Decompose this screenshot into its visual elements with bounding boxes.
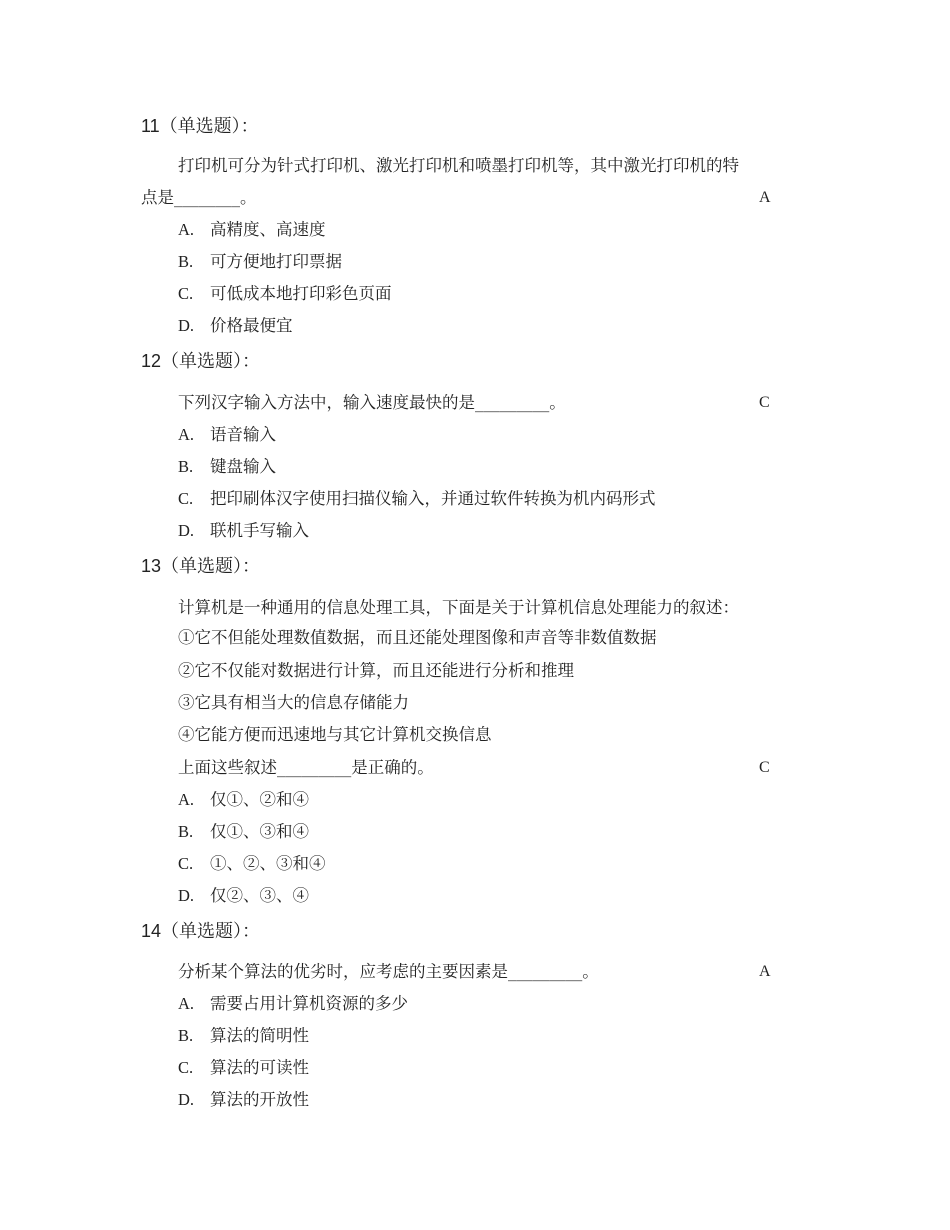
option-letter: C. <box>178 284 194 303</box>
option-text: 仅①、②和④ <box>210 790 309 809</box>
question-14-stem: 分析某个算法的优劣时，应考虑的主要因素是_________。 <box>178 962 599 981</box>
question-12-heading: 12（单选题）： <box>141 351 261 371</box>
option-text: ①、②、③和④ <box>210 854 326 873</box>
question-13-option-a <box>178 789 309 811</box>
question-13-option-d <box>178 885 309 907</box>
question-12-option-b <box>178 456 276 478</box>
option-text: 算法的简明性 <box>210 1026 309 1045</box>
option-text: 高精度、高速度 <box>210 220 326 239</box>
option-text: 语音输入 <box>210 425 276 444</box>
question-11-answer: A <box>759 189 771 206</box>
option-text: 算法的开放性 <box>210 1090 309 1109</box>
option-letter: A. <box>178 994 195 1013</box>
option-letter: A. <box>178 790 195 809</box>
option-text: 价格最便宜 <box>210 316 293 335</box>
option-letter: D. <box>178 316 195 335</box>
option-letter: D. <box>178 886 195 905</box>
question-13-heading: 13（单选题）： <box>141 556 261 576</box>
question-11-stem-continued: 点是________。 <box>141 188 257 207</box>
option-text: 键盘输入 <box>210 457 276 476</box>
question-12-stem: 下列汉字输入方法中，输入速度最快的是_________。 <box>178 393 566 412</box>
option-text: 联机手写输入 <box>210 521 309 540</box>
option-text: 仅②、③、④ <box>210 886 309 905</box>
option-letter: C. <box>178 489 194 508</box>
question-13-stem: 计算机是一种通用的信息处理工具，下面是关于计算机信息处理能力的叙述： <box>178 598 739 617</box>
question-14-option-a <box>178 993 408 1015</box>
question-14-heading: 14（单选题）： <box>141 921 261 941</box>
question-13-statement-4: ④它能方便而迅速地与其它计算机交换信息 <box>178 725 492 744</box>
option-text: 把印刷体汉字使用扫描仪输入，并通过软件转换为机内码形式 <box>210 489 656 508</box>
question-12-option-a <box>178 424 276 446</box>
option-text: 仅①、③和④ <box>210 822 309 841</box>
option-letter: C. <box>178 1058 194 1077</box>
question-12-answer: C <box>759 394 770 411</box>
question-14-answer: A <box>759 963 771 980</box>
question-13-stem-last: 上面这些叙述_________是正确的。 <box>178 758 434 777</box>
option-text: 可低成本地打印彩色页面 <box>210 284 392 303</box>
question-13-answer: C <box>759 759 770 776</box>
question-12-option-c <box>178 488 656 510</box>
option-letter: B. <box>178 457 194 476</box>
question-14-option-c <box>178 1057 309 1079</box>
option-letter: A. <box>178 220 195 239</box>
question-11-option-a <box>178 219 326 241</box>
option-text: 需要占用计算机资源的多少 <box>210 994 408 1013</box>
option-text: 算法的可读性 <box>210 1058 309 1077</box>
option-letter: D. <box>178 1090 195 1109</box>
option-letter: A. <box>178 425 195 444</box>
option-letter: C. <box>178 854 194 873</box>
question-11-option-d <box>178 315 293 337</box>
option-letter: B. <box>178 252 194 271</box>
option-letter: B. <box>178 822 194 841</box>
question-11-option-c <box>178 283 392 305</box>
question-12-option-d <box>178 520 309 542</box>
question-13-statement-2: ②它不仅能对数据进行计算，而且还能进行分析和推理 <box>178 661 574 680</box>
option-letter: B. <box>178 1026 194 1045</box>
question-13-option-c <box>178 853 326 875</box>
option-text: 可方便地打印票据 <box>210 252 342 271</box>
question-13-statement-3: ③它具有相当大的信息存储能力 <box>178 693 409 712</box>
option-letter: D. <box>178 521 195 540</box>
question-14-option-b <box>178 1025 309 1047</box>
question-11-heading: 11（单选题）： <box>141 116 259 136</box>
question-11-option-b <box>178 251 342 273</box>
question-11-stem: 打印机可分为针式打印机、激光打印机和喷墨打印机等，其中激光打印机的特 <box>178 156 739 175</box>
question-13-statement-1: ①它不但能处理数值数据，而且还能处理图像和声音等非数值数据 <box>178 628 657 647</box>
question-14-option-d <box>178 1089 309 1111</box>
question-13-option-b <box>178 821 309 843</box>
